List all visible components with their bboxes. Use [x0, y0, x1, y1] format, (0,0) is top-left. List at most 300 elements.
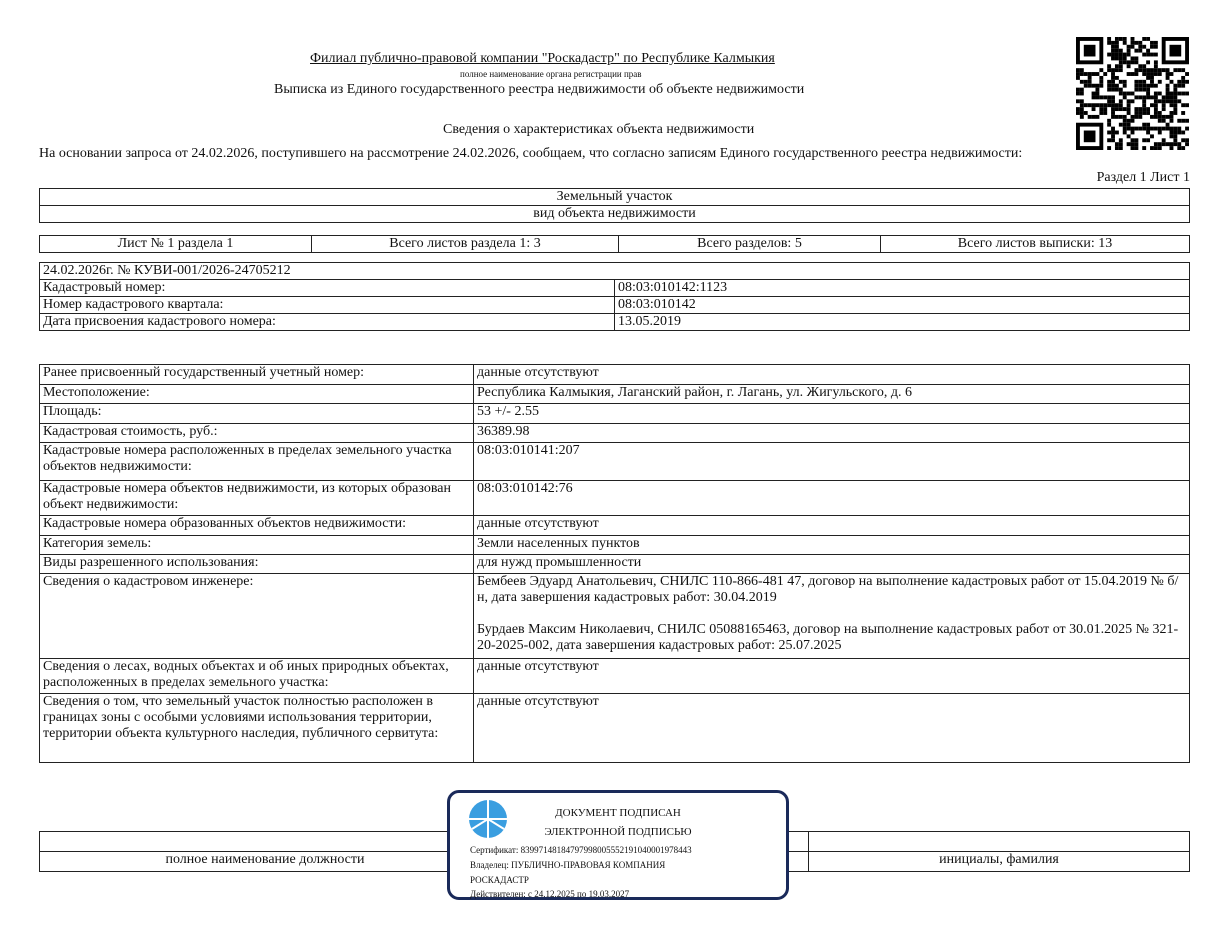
- qr-module: [1158, 99, 1162, 103]
- qr-module: [1154, 60, 1158, 64]
- qr-module: [1150, 127, 1154, 131]
- qr-module: [1131, 131, 1135, 135]
- stamp-owner2: РОСКАДАСТР: [470, 875, 529, 885]
- qr-module: [1134, 127, 1138, 131]
- row-label: Виды разрешенного использования:: [40, 555, 474, 574]
- row-label: Местоположение:: [40, 385, 474, 404]
- qr-module: [1138, 49, 1142, 53]
- qr-module: [1154, 95, 1158, 99]
- qr-module: [1170, 99, 1174, 103]
- qr-module: [1138, 68, 1142, 72]
- qr-module: [1088, 80, 1092, 84]
- qr-module: [1138, 107, 1142, 111]
- qr-module: [1154, 68, 1158, 72]
- qr-module: [1123, 41, 1127, 45]
- extract-sheets-total: Всего листов выписки: 13: [881, 236, 1190, 253]
- qr-module: [1181, 119, 1185, 123]
- qr-module: [1142, 64, 1146, 68]
- qr-module: [1166, 115, 1170, 119]
- qr-module: [1134, 111, 1138, 115]
- qr-module: [1107, 99, 1111, 103]
- qr-module: [1138, 127, 1142, 131]
- qr-module: [1111, 45, 1115, 49]
- qr-module: [1119, 138, 1123, 142]
- qr-module: [1134, 68, 1138, 72]
- qr-module: [1154, 84, 1158, 88]
- qr-module: [1181, 68, 1185, 72]
- value-text: данные отсутствуют: [477, 659, 599, 674]
- qr-module: [1092, 72, 1096, 76]
- qr-module: [1146, 49, 1150, 53]
- qr-module: [1142, 107, 1146, 111]
- qr-module: [1095, 88, 1099, 92]
- qr-module: [1138, 95, 1142, 99]
- qr-module: [1111, 99, 1115, 103]
- qr-code: [1075, 37, 1190, 150]
- qr-module: [1131, 115, 1135, 119]
- qr-module: [1134, 107, 1138, 111]
- qr-module: [1111, 111, 1115, 115]
- qr-module: [1080, 103, 1084, 107]
- qr-module: [1146, 60, 1150, 64]
- qr-module: [1111, 72, 1115, 76]
- qr-module: [1158, 127, 1162, 131]
- qr-module: [1142, 88, 1146, 92]
- qr-module: [1111, 115, 1115, 119]
- value-text: Земли населенных пунктов: [477, 536, 640, 551]
- qr-module: [1084, 111, 1088, 115]
- qr-module: [1119, 115, 1123, 119]
- doc-number: 24.02.2026г. № КУВИ-001/2026-24705212: [40, 263, 1190, 280]
- qr-module: [1181, 146, 1185, 150]
- qr-module: [1127, 45, 1131, 49]
- qr-module: [1092, 115, 1096, 119]
- qr-module: [1173, 103, 1177, 107]
- qr-module: [1107, 119, 1111, 123]
- qr-module: [1131, 60, 1135, 64]
- sheets-table: [39, 235, 1190, 253]
- row-value: [474, 481, 1190, 516]
- qr-module: [1076, 111, 1080, 115]
- stamp-owner: Владелец: ПУБЛИЧНО-ПРАВОВАЯ КОМПАНИЯ: [470, 860, 666, 870]
- qr-module: [1166, 95, 1170, 99]
- stamp-line2: ЭЛЕКТРОННОЙ ПОДПИСЬЮ: [544, 826, 692, 838]
- qr-module: [1095, 84, 1099, 88]
- qr-module: [1131, 146, 1135, 150]
- value-text: данные отсутствуют: [477, 365, 599, 380]
- qr-module: [1095, 103, 1099, 107]
- qr-module: [1127, 64, 1131, 68]
- qr-module: [1111, 68, 1115, 72]
- row-label: Сведения о кадастровом инженере:: [40, 574, 474, 659]
- qr-module: [1170, 80, 1174, 84]
- qr-module: [1166, 76, 1170, 80]
- qr-module: [1162, 68, 1166, 72]
- qr-module: [1107, 53, 1111, 57]
- qr-module: [1134, 60, 1138, 64]
- qr-module: [1181, 138, 1185, 142]
- qr-module: [1119, 142, 1123, 146]
- qr-module: [1080, 88, 1084, 92]
- qr-module: [1099, 95, 1103, 99]
- qr-module: [1131, 99, 1135, 103]
- qr-module: [1154, 107, 1158, 111]
- qr-module: [1162, 138, 1166, 142]
- qr-module: [1111, 95, 1115, 99]
- sections-total: Всего разделов: 5: [619, 236, 881, 253]
- qr-module: [1162, 142, 1166, 146]
- qr-module: [1123, 95, 1127, 99]
- qr-module: [1119, 103, 1123, 107]
- table-row: [40, 280, 1190, 297]
- qr-module: [1131, 45, 1135, 49]
- qr-module: [1177, 68, 1181, 72]
- row-label: Кадастровый номер:: [40, 280, 615, 297]
- row-label: Кадастровые номера объектов недвижимости, из которых образован объект недвижимости:: [40, 481, 474, 516]
- qr-module: [1084, 72, 1088, 76]
- qr-module: [1170, 111, 1174, 115]
- qr-module: [1123, 115, 1127, 119]
- value-text: данные отсутствуют: [477, 694, 599, 709]
- qr-module: [1127, 92, 1131, 96]
- qr-module: [1150, 45, 1154, 49]
- details-table: [39, 364, 1190, 763]
- qr-module: [1092, 103, 1096, 107]
- value-text: 08:03:010142:76: [477, 481, 573, 496]
- qr-module: [1181, 76, 1185, 80]
- qr-module: [1181, 80, 1185, 84]
- qr-module: [1111, 76, 1115, 80]
- qr-module: [1088, 84, 1092, 88]
- qr-module: [1092, 92, 1096, 96]
- qr-module: [1107, 64, 1111, 68]
- qr-module: [1119, 80, 1123, 84]
- qr-module: [1119, 146, 1123, 150]
- value-text: 08:03:010142:1123: [618, 280, 728, 295]
- qr-module: [1158, 72, 1162, 76]
- qr-module: [1127, 142, 1131, 146]
- qr-module: [1142, 80, 1146, 84]
- qr-module: [1103, 72, 1107, 76]
- value-text-2: Бурдаев Максим Николаевич, СНИЛС 05088165463, договор на выполнение кадастровых работ от 30.01.2025 № 321-20-2025-002, дата завершения кадастровых работ: 25.07.2025: [477, 622, 1179, 653]
- qr-module: [1138, 115, 1142, 119]
- qr-module: [1162, 115, 1166, 119]
- qr-module: [1146, 123, 1150, 127]
- qr-module: [1154, 92, 1158, 96]
- qr-module: [1162, 95, 1166, 99]
- qr-module: [1119, 53, 1123, 57]
- position-caption: полное наименование должности: [40, 852, 491, 872]
- qr-module: [1162, 107, 1166, 111]
- qr-module: [1123, 84, 1127, 88]
- qr-module: [1111, 131, 1115, 135]
- qr-module: [1119, 99, 1123, 103]
- qr-module: [1119, 37, 1123, 41]
- qr-module: [1177, 119, 1181, 123]
- qr-module: [1111, 103, 1115, 107]
- qr-module: [1127, 123, 1131, 127]
- qr-module: [1185, 138, 1189, 142]
- qr-module: [1115, 142, 1119, 146]
- object-type: Земельный участок: [40, 189, 1190, 206]
- row-label: Дата присвоения кадастрового номера:: [40, 314, 615, 331]
- qr-module: [1099, 107, 1103, 111]
- qr-module: [1115, 56, 1119, 60]
- qr-module: [1111, 41, 1115, 45]
- qr-module: [1088, 103, 1092, 107]
- qr-module: [1173, 68, 1177, 72]
- qr-module: [1162, 103, 1166, 107]
- qr-module: [1181, 103, 1185, 107]
- qr-module: [1119, 49, 1123, 53]
- qr-module: [1088, 115, 1092, 119]
- qr-module: [1115, 84, 1119, 88]
- table-row: [40, 443, 1190, 481]
- qr-module: [1107, 131, 1111, 135]
- qr-module: [1150, 41, 1154, 45]
- qr-module: [1166, 92, 1170, 96]
- qr-module: [1138, 111, 1142, 115]
- qr-module: [1146, 84, 1150, 88]
- table-row: [40, 297, 1190, 314]
- qr-module: [1095, 92, 1099, 96]
- qr-module: [1107, 37, 1111, 41]
- qr-module: [1084, 103, 1088, 107]
- qr-module: [1127, 99, 1131, 103]
- qr-module: [1107, 138, 1111, 142]
- qr-module: [1173, 127, 1177, 131]
- qr-module: [1173, 142, 1177, 146]
- table-row: [40, 424, 1190, 443]
- qr-module: [1185, 103, 1189, 107]
- qr-module: [1146, 76, 1150, 80]
- row-label: Номер кадастрового квартала:: [40, 297, 615, 314]
- document-subtitle: Сведения о характеристиках объекта недвижимости: [443, 122, 755, 137]
- qr-module: [1103, 95, 1107, 99]
- qr-module: [1076, 68, 1080, 72]
- qr-module: [1177, 92, 1181, 96]
- qr-module: [1119, 123, 1123, 127]
- qr-module: [1158, 92, 1162, 96]
- qr-module: [1115, 115, 1119, 119]
- qr-module: [1181, 92, 1185, 96]
- row-label: Сведения о лесах, водных объектах и об иных природных объектах, расположенных в пределах земельного участка:: [40, 659, 474, 694]
- qr-module: [1127, 103, 1131, 107]
- row-label: Кадастровая стоимость, руб.:: [40, 424, 474, 443]
- qr-module: [1107, 123, 1111, 127]
- qr-module: [1123, 37, 1127, 41]
- qr-module: [1107, 103, 1111, 107]
- qr-module: [1095, 95, 1099, 99]
- section-sheet: Раздел 1 Лист 1: [1096, 170, 1190, 185]
- row-value: [474, 659, 1190, 694]
- qr-module: [1092, 107, 1096, 111]
- qr-module: [1111, 56, 1115, 60]
- row-value: [474, 516, 1190, 536]
- stamp-validity: Действителен: с 24.12.2025 по 19.03.2027: [470, 889, 630, 899]
- qr-module: [1138, 41, 1142, 45]
- table-row: [40, 404, 1190, 424]
- object-type-table: [39, 188, 1190, 223]
- qr-module: [1158, 146, 1162, 150]
- qr-module: [1158, 142, 1162, 146]
- qr-module: [1142, 72, 1146, 76]
- qr-module: [1146, 95, 1150, 99]
- qr-module: [1115, 45, 1119, 49]
- qr-module: [1127, 111, 1131, 115]
- qr-module: [1107, 41, 1111, 45]
- qr-module: [1076, 88, 1080, 92]
- qr-module: [1154, 146, 1158, 150]
- qr-module: [1080, 72, 1084, 76]
- qr-module: [1119, 88, 1123, 92]
- qr-module: [1146, 107, 1150, 111]
- table-row: [40, 314, 1190, 331]
- qr-module: [1111, 80, 1115, 84]
- qr-module: [1150, 84, 1154, 88]
- qr-module: [1142, 99, 1146, 103]
- row-label: Категория земель:: [40, 536, 474, 555]
- qr-module: [1127, 107, 1131, 111]
- sheet-number: Лист № 1 раздела 1: [40, 236, 312, 253]
- qr-module: [1154, 127, 1158, 131]
- row-value: [474, 694, 1190, 763]
- qr-module: [1158, 111, 1162, 115]
- qr-module: [1158, 131, 1162, 135]
- qr-module: [1115, 64, 1119, 68]
- qr-module: [1115, 53, 1119, 57]
- qr-module: [1123, 107, 1127, 111]
- qr-module: [1119, 64, 1123, 68]
- qr-module: [1134, 56, 1138, 60]
- qr-module: [1127, 72, 1131, 76]
- qr-module: [1099, 80, 1103, 84]
- qr-module: [1177, 99, 1181, 103]
- qr-module: [1119, 107, 1123, 111]
- qr-module: [1173, 99, 1177, 103]
- qr-module: [1154, 72, 1158, 76]
- table-row: [40, 536, 1190, 555]
- qr-module: [1170, 142, 1174, 146]
- qr-module: [1150, 53, 1154, 57]
- qr-module: [1173, 107, 1177, 111]
- value-text: данные отсутствуют: [477, 516, 599, 531]
- qr-module: [1177, 80, 1181, 84]
- table-row: [40, 574, 1190, 659]
- qr-module: [1115, 76, 1119, 80]
- qr-module: [1115, 103, 1119, 107]
- value-text: для нужд промышленности: [477, 555, 642, 570]
- section-sheets-total: Всего листов раздела 1: 3: [312, 236, 619, 253]
- qr-module: [1173, 88, 1177, 92]
- qr-module: [1111, 53, 1115, 57]
- qr-module: [1154, 111, 1158, 115]
- qr-module: [1115, 131, 1119, 135]
- qr-module: [1146, 53, 1150, 57]
- qr-module: [1123, 131, 1127, 135]
- qr-module: [1134, 49, 1138, 53]
- qr-module: [1166, 84, 1170, 88]
- qr-module: [1119, 68, 1123, 72]
- qr-module: [1134, 80, 1138, 84]
- value-text: 08:03:010141:207: [477, 443, 580, 458]
- qr-module: [1080, 92, 1084, 96]
- qr-module: [1170, 134, 1174, 138]
- qr-module: [1115, 68, 1119, 72]
- row-label: Площадь:: [40, 404, 474, 424]
- qr-module: [1134, 72, 1138, 76]
- row-value: [474, 574, 1190, 659]
- qr-module: [1166, 142, 1170, 146]
- qr-module: [1115, 37, 1119, 41]
- qr-module: [1123, 127, 1127, 131]
- electronic-signature-stamp: [447, 790, 789, 900]
- qr-module: [1170, 119, 1174, 123]
- qr-module: [1111, 88, 1115, 92]
- row-value: [615, 280, 1190, 297]
- qr-module: [1142, 103, 1146, 107]
- qr-module: [1119, 92, 1123, 96]
- qr-module: [1123, 119, 1127, 123]
- qr-module: [1134, 146, 1138, 150]
- qr-module: [1173, 111, 1177, 115]
- qr-module: [1123, 60, 1127, 64]
- qr-module: [1185, 142, 1189, 146]
- qr-module: [1166, 68, 1170, 72]
- qr-module: [1138, 88, 1142, 92]
- qr-module: [1142, 84, 1146, 88]
- qr-module: [1146, 131, 1150, 135]
- qr-module: [1115, 49, 1119, 53]
- qr-module: [1166, 127, 1170, 131]
- value-text: Республика Калмыкия, Лаганский район, г. Лагань, ул. Жигульского, д. 6: [477, 385, 913, 400]
- qr-module: [1185, 72, 1189, 76]
- qr-module: [1131, 119, 1135, 123]
- qr-module: [1076, 99, 1080, 103]
- row-value: [474, 555, 1190, 574]
- qr-module: [1123, 80, 1127, 84]
- qr-module: [1099, 111, 1103, 115]
- qr-module: [1177, 131, 1181, 135]
- qr-module: [1131, 37, 1135, 41]
- value-text: 13.05.2019: [618, 314, 681, 329]
- qr-module: [1088, 76, 1092, 80]
- qr-module: [1150, 134, 1154, 138]
- qr-module: [1088, 72, 1092, 76]
- qr-module: [1173, 92, 1177, 96]
- qr-module: [1158, 68, 1162, 72]
- qr-module: [1146, 127, 1150, 131]
- qr-module: [1107, 95, 1111, 99]
- qr-module: [1103, 103, 1107, 107]
- qr-module: [1166, 88, 1170, 92]
- qr-module: [1080, 111, 1084, 115]
- qr-module: [1080, 99, 1084, 103]
- qr-module: [1142, 95, 1146, 99]
- table-row: [40, 365, 1190, 385]
- qr-module: [1127, 49, 1131, 53]
- qr-module: [1119, 60, 1123, 64]
- qr-module: [1099, 76, 1103, 80]
- value-text: 36389.98: [477, 424, 530, 439]
- qr-module: [1134, 84, 1138, 88]
- qr-module: [1127, 60, 1131, 64]
- qr-module: [1127, 119, 1131, 123]
- qr-module: [1099, 84, 1103, 88]
- qr-module: [1131, 72, 1135, 76]
- qr-module: [1111, 138, 1115, 142]
- qr-module: [1154, 53, 1158, 57]
